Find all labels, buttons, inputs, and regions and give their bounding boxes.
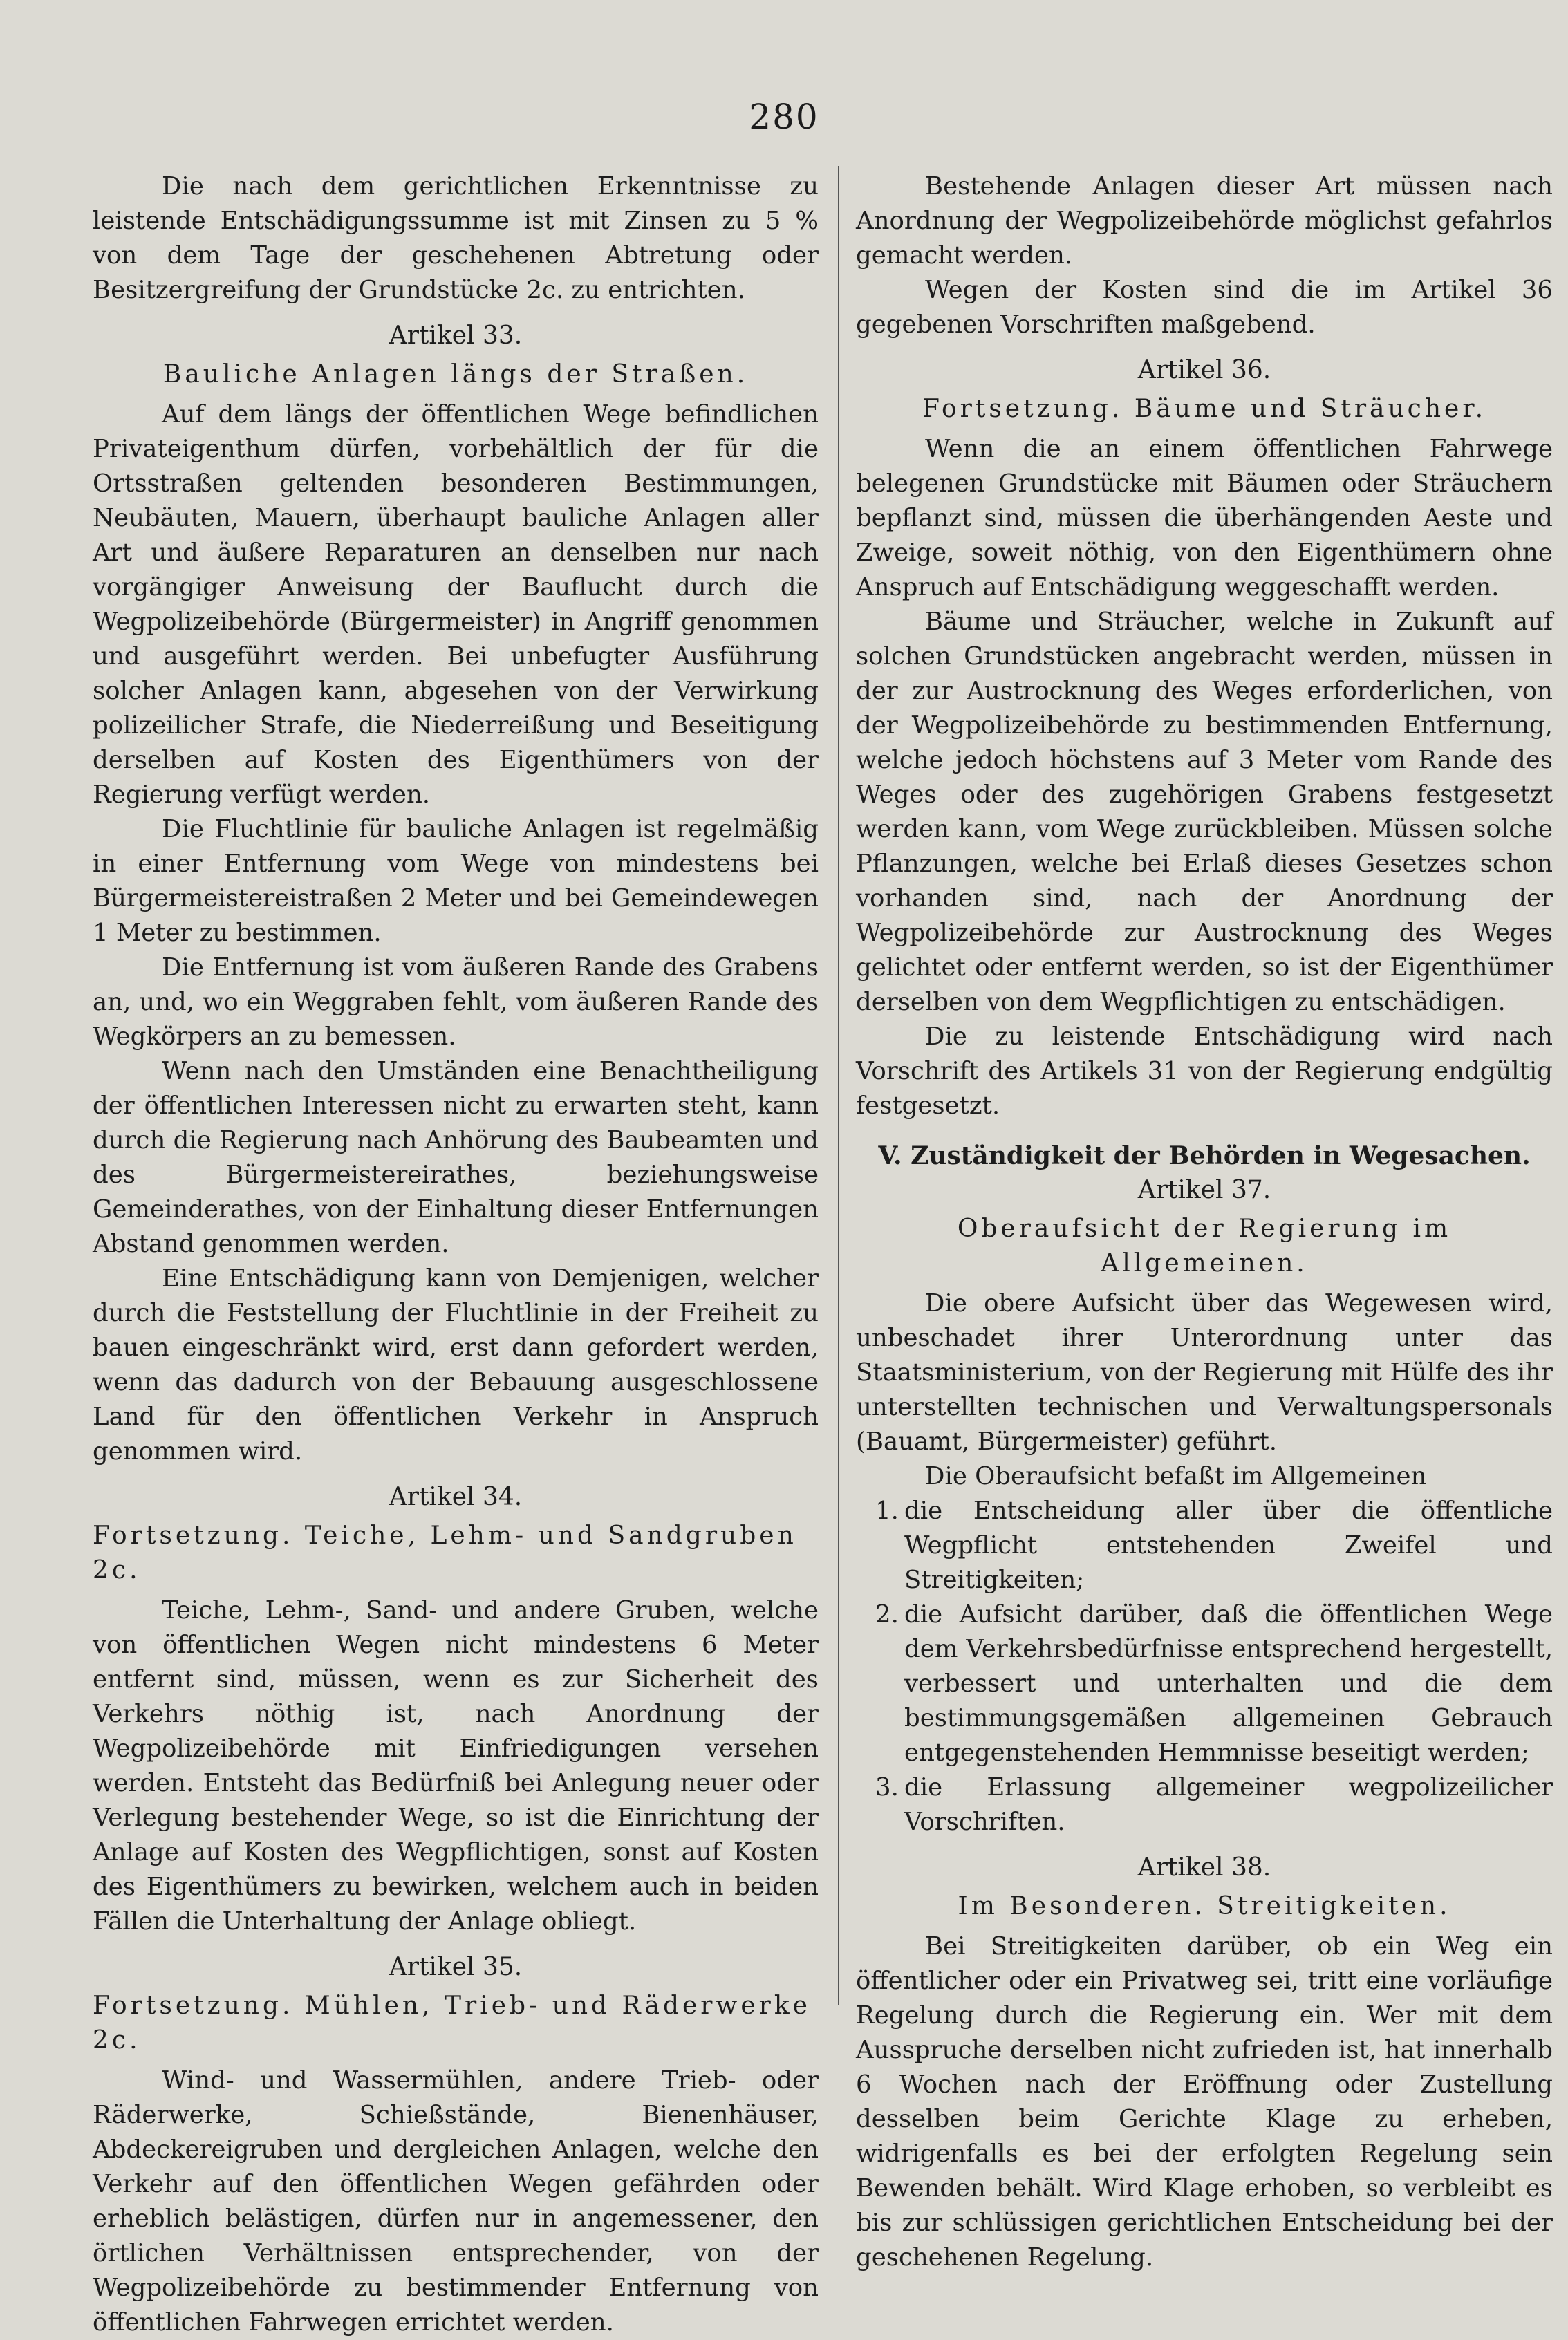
article-heading: Fortsetzung. Bäume und Sträucher. (922, 395, 1487, 423)
paragraph: Wegen der Kosten sind die im Artikel 36 gegebenen Vorschriften maßgebend. (856, 276, 1553, 339)
list-text: die Entscheidung aller über die öffentliche Wegpflicht entstehenden Zweifel und Streitigkeiten; (904, 1497, 1553, 1594)
left-column (93, 169, 819, 2340)
paragraph: Die Fluchtlinie für bauliche Anlagen ist regelmäßig in einer Entfernung vom Wege von mindestens bei Bürgermeistereistraßen 2 Meter und bei Gemeindewegen 1 Meter zu bestimmen. (93, 815, 819, 947)
paragraph: Die Oberaufsicht befaßt im Allgemeinen (925, 1462, 1427, 1490)
column-divider (838, 166, 839, 2005)
paragraph: Wenn nach den Umständen eine Benachtheiligung der öffentlichen Interessen nicht zu erwarten steht, kann durch die Regierung nach Anhörung des Baubeamten und des Bürgermeistereirathes, beziehungsweise Gemeinderathes, von der Einhaltung dieser Entfernungen Abstand genommen werden. (93, 1057, 819, 1258)
article-title: Artikel 33. (389, 321, 523, 350)
paragraph: Die obere Aufsicht über das Wegewesen wird, unbeschadet ihrer Unterordnung unter das Staatsministerium, von der Regierung mit Hülfe des ihr unterstellten technischen und Verwaltungspersonals (Bauamt, Bürgermeister) geführt. (856, 1289, 1553, 1456)
paragraph: Die Entfernung ist vom äußeren Rande des Grabens an, und, wo ein Weggraben fehlt, vom äußeren Rande des Wegkörpers an zu bemessen. (93, 953, 819, 1051)
article-title: Artikel 35. (389, 1953, 523, 1981)
article-heading: Oberaufsicht der Regierung im Allgemeinen. (957, 1215, 1452, 1277)
article-heading: Fortsetzung. Mühlen, Trieb- und Räderwerke 2c. (93, 1992, 811, 2054)
list-number: 1. (875, 1497, 899, 1525)
enumerated-list (856, 1494, 1553, 1840)
list-text: die Aufsicht darüber, daß die öffentlichen Wege dem Verkehrsbedürfnisse entsprechend hergestellt, verbessert und unterhalten und die dem bestimmungsgemäßen allgemeinen Gebrauch entgegenstehenden Hemmnisse beseitigt werden; (904, 1600, 1553, 1767)
paragraph: Wenn die an einem öffentlichen Fahrwege belegenen Grundstücke mit Bäumen oder Sträuchern bepflanzt sind, müssen die überhängenden Aeste und Zweige, soweit nöthig, von den Eigenthümern ohne Anspruch auf Entschädigung weggeschafft werden. (856, 435, 1553, 601)
list-number: 3. (875, 1773, 899, 1801)
article-title: Artikel 34. (389, 1483, 523, 1511)
paragraph: Auf dem längs der öffentlichen Wege befindlichen Privateigenthum dürfen, vorbehältlich der für die Ortsstraßen geltenden besonderen Bestimmungen, Neubäuten, Mauern, überhaupt bauliche Anlagen aller Art und äußere Reparaturen an denselben nur nach vorgängiger Anweisung der Bauflucht durch die Wegpolizeibehörde (Bürgermeister) in Angriff genommen und ausgeführt werden. Bei unbefugter Ausführung solcher Anlagen kann, abgesehen von der Verwirkung polizeilicher Strafe, die Niederreißung und Beseitigung derselben auf Kosten des Eigenthümers von der Regierung verfügt werden. (93, 400, 819, 809)
section-heading: V. Zuständigkeit der Behörden in Wegesachen. (878, 1141, 1531, 1170)
paragraph: Teiche, Lehm-, Sand- und andere Gruben, welche von öffentlichen Wegen nicht mindestens 6 Meter entfernt sind, müssen, wenn es zur Sicherheit des Verkehrs nöthig ist, nach Anordnung der Wegpolizeibehörde mit Einfriedigungen versehen werden. Entsteht das Bedürfniß bei Anlegung neuer oder Verlegung bestehender Wege, so ist die Einrichtung der Anlage auf Kosten des Wegpflichtigen, sonst auf Kosten des Eigenthümers zu bewirken, welchem auch in beiden Fällen die Unterhaltung der Anlage obliegt. (93, 1596, 819, 1936)
article-heading: Fortsetzung. Teiche, Lehm- und Sandgruben 2c. (93, 1522, 797, 1584)
article-title: Artikel 36. (1137, 356, 1271, 384)
right-column (856, 169, 1553, 2275)
paragraph: Eine Entschädigung kann von Demjenigen, welcher durch die Feststellung der Fluchtlinie in der Freiheit zu bauen eingeschränkt wird, erst dann gefordert werden, wenn das dadurch von der Bebauung ausgeschlossene Land für den öffentlichen Verkehr in Anspruch genommen wird. (93, 1264, 819, 1466)
list-item (856, 1494, 1553, 1598)
article-title: Artikel 37. (1137, 1176, 1271, 1204)
list-number: 2. (875, 1600, 899, 1629)
page-number: 280 (749, 97, 819, 137)
list-item (856, 1770, 1553, 1840)
paragraph: Die zu leistende Entschädigung wird nach Vorschrift des Artikels 31 von der Regierung endgültig festgesetzt. (856, 1022, 1553, 1120)
paragraph: Bei Streitigkeiten darüber, ob ein Weg ein öffentlicher oder ein Privatweg sei, tritt eine vorläufige Regelung durch die Regierung ein. Wer mit dem Ausspruche derselben nicht zufrieden ist, hat innerhalb 6 Wochen nach der Eröffnung oder Zustellung desselben beim Gerichte Klage zu erheben, widrigenfalls es bei der erfolgten Regelung sein Bewenden behält. Wird Klage erhoben, so verbleibt es bis zur schlüssigen gerichtlichen Entscheidung bei der geschehenen Regelung. (856, 1932, 1553, 2272)
paragraph: Wind- und Wassermühlen, andere Trieb- oder Räderwerke, Schießstände, Bienenhäuser, Abdeckereigruben und dergleichen Anlagen, welche den Verkehr auf den öffentlichen Wegen gefährden oder erheblich belästigen, dürfen nur in angemessener, den örtlichen Verhältnissen entsprechender, von der Wegpolizeibehörde zu bestimmender Entfernung von öffentlichen Fahrwegen errichtet werden. (93, 2066, 819, 2337)
article-heading: Bauliche Anlagen längs der Straßen. (162, 360, 749, 389)
list-item (856, 1598, 1553, 1770)
article-title: Artikel 38. (1137, 1853, 1271, 1882)
paragraph: Bestehende Anlagen dieser Art müssen nach Anordnung der Wegpolizeibehörde möglichst gefahrlos gemacht werden. (856, 172, 1553, 270)
article-heading: Im Besonderen. Streitigkeiten. (958, 1892, 1451, 1920)
paragraph: Die nach dem gerichtlichen Erkenntnisse zu leistende Entschädigungssumme ist mit Zinsen zu 5 % von dem Tage der geschehenen Abtretung oder Besitzergreifung der Grundstücke 2c. zu entrichten. (93, 172, 819, 304)
list-text: die Erlassung allgemeiner wegpolizeilicher Vorschriften. (904, 1773, 1553, 1836)
paragraph: Bäume und Sträucher, welche in Zukunft auf solchen Grundstücken angebracht werden, müssen in der zur Austrocknung des Weges erforderlichen, von der Wegpolizeibehörde zu bestimmenden Entfernung, welche jedoch höchstens auf 3 Meter vom Rande des Weges oder des zugehörigen Grabens festgesetzt werden kann, vom Wege zurückbleiben. Müssen solche Pflanzungen, welche bei Erlaß dieses Gesetzes schon vorhanden sind, nach der Anordnung der Wegpolizeibehörde zur Austrocknung des Weges gelichtet oder entfernt werden, so ist der Eigenthümer derselben von dem Wegpflichtigen zu entschädigen. (856, 608, 1553, 1016)
